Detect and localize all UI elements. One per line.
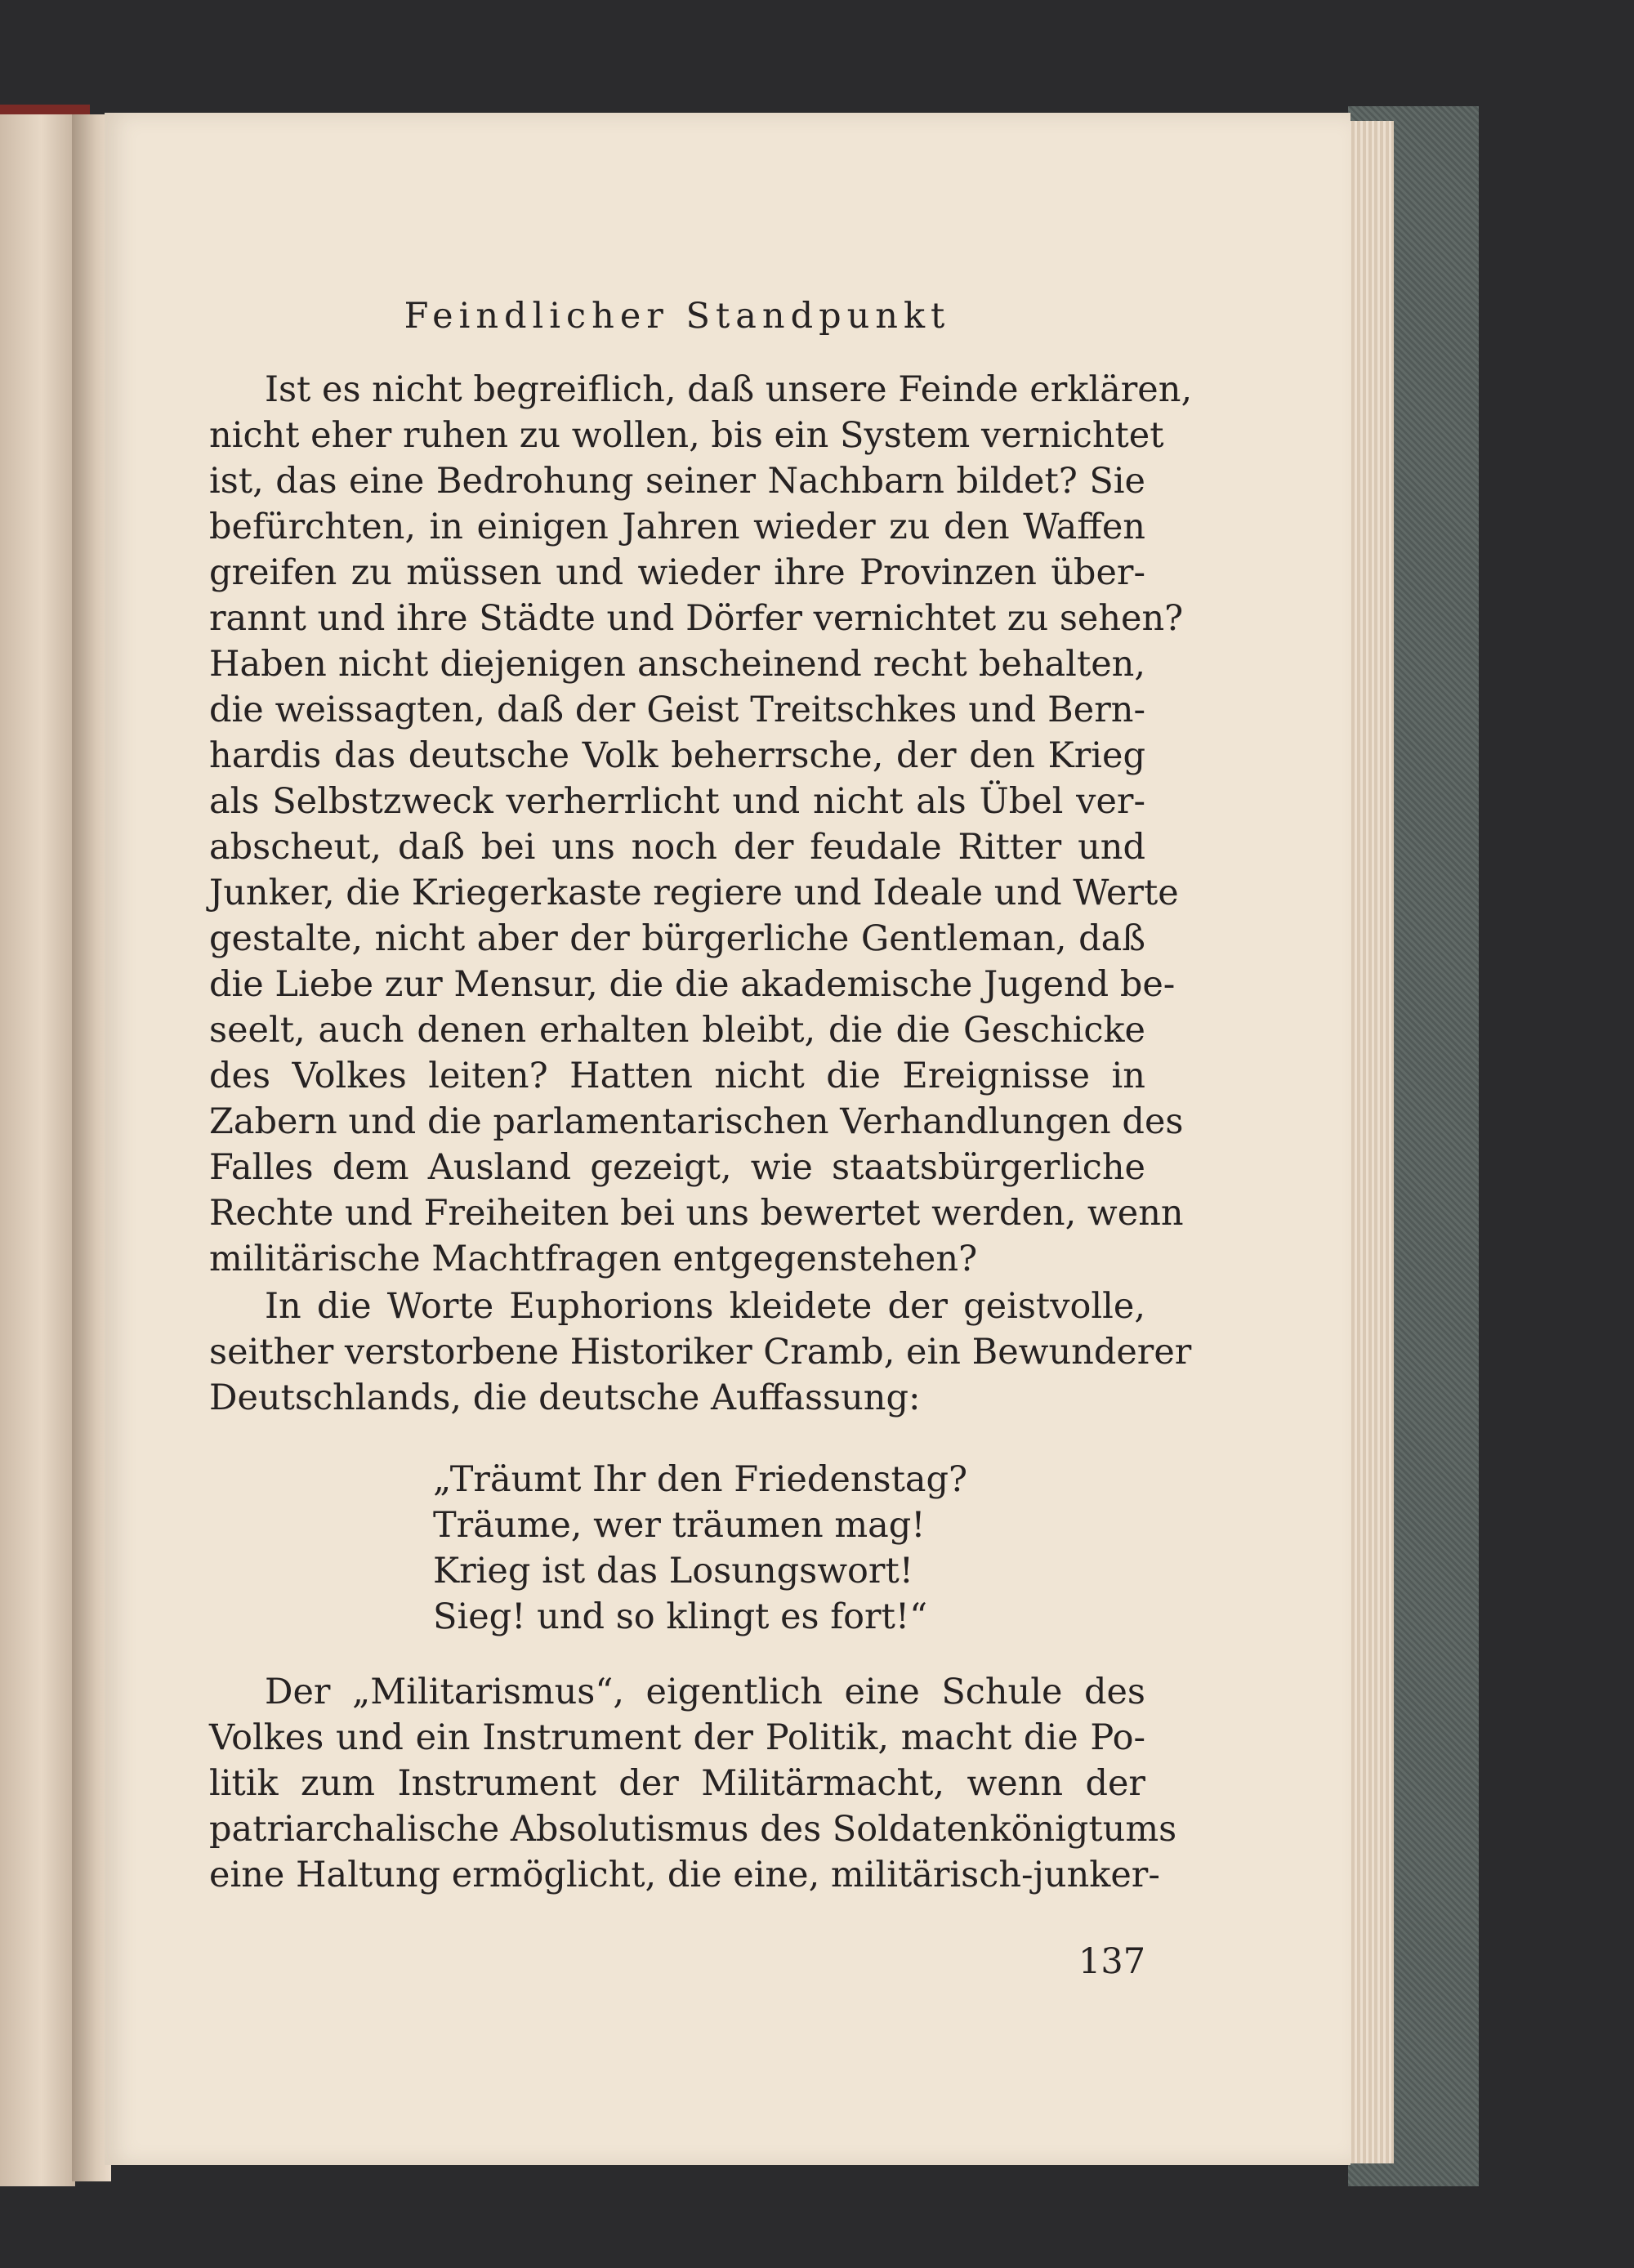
text-line: Der „Militarismus“, eigentlich eine Schule des (265, 1672, 1145, 1712)
text-line: befürchten, in einigen Jahren wieder zu den Waffen (209, 507, 1145, 547)
text-line: In die Worte Euphorions kleidete der geistvolle, (265, 1286, 1145, 1327)
text-line: eine Haltung ermöglicht, die eine, militärisch-junker- (209, 1855, 1160, 1895)
verse-line: Sieg! und so klingt es fort!“ (433, 1596, 928, 1637)
text-line: Deutschlands, die deutsche Auffassung: (209, 1377, 921, 1418)
text-line: seither verstorbene Historiker Cramb, ein Bewunderer (209, 1332, 1192, 1373)
text-line: patriarchalische Absolutismus des Soldatenkönigtums (209, 1809, 1177, 1850)
verse-line: Träume, wer träumen mag! (433, 1505, 926, 1546)
text-line: ist, das eine Bedrohung seiner Nachbarn bildet? Sie (209, 461, 1145, 502)
text-line: gestalte, nicht aber der bürgerliche Gentleman, daß (209, 918, 1145, 959)
text-line: seelt, auch denen erhalten bleibt, die die Geschicke (209, 1010, 1145, 1051)
text-line: Falles dem Ausland gezeigt, wie staatsbürgerliche (209, 1147, 1145, 1188)
text-line: des Volkes leiten? Hatten nicht die Ereignisse in (209, 1056, 1145, 1096)
text-line: nicht eher ruhen zu wollen, bis ein System vernichtet (209, 415, 1164, 456)
text-line: litik zum Instrument der Militärmacht, wenn der (209, 1763, 1145, 1804)
running-head: Feindlicher Standpunkt (404, 296, 951, 337)
text-line: Ist es nicht begreiflich, daß unsere Feinde erklären, (265, 369, 1193, 410)
text-line: Zabern und die parlamentarischen Verhandlungen des (209, 1101, 1184, 1142)
text-line: abscheut, daß bei uns noch der feudale Ritter und (209, 827, 1145, 868)
text-line: Volkes und ein Instrument der Politik, macht die Po- (209, 1717, 1145, 1758)
text-line: Junker, die Kriegerkaste regiere und Ideale und Werte (209, 873, 1179, 913)
text-line: als Selbstzweck verherrlicht und nicht als Übel ver- (209, 781, 1145, 822)
text-line: Haben nicht diejenigen anscheinend recht behalten, (209, 644, 1145, 685)
verse-line: „Träumt Ihr den Friedenstag? (433, 1459, 968, 1500)
text-line: hardis das deutsche Volk beherrsche, der den Krieg (209, 735, 1145, 776)
text-line: die Liebe zur Mensur, die die akademische Jugend be- (209, 964, 1176, 1005)
left-page-edge (0, 114, 75, 2186)
text-line: militärische Machtfragen entgegenstehen? (209, 1239, 978, 1279)
text-line: greifen zu müssen und wieder ihre Provinzen über- (209, 552, 1145, 593)
page-number: 137 (1078, 1941, 1146, 1982)
text-line: rannt und ihre Städte und Dörfer vernichtet zu sehen? (209, 598, 1184, 639)
verse-line: Krieg ist das Losungswort! (433, 1551, 914, 1592)
text-line: die weissagten, daß der Geist Treitschkes und Bern- (209, 690, 1145, 730)
text-line: Rechte und Freiheiten bei uns bewertet werden, wenn (209, 1193, 1184, 1234)
